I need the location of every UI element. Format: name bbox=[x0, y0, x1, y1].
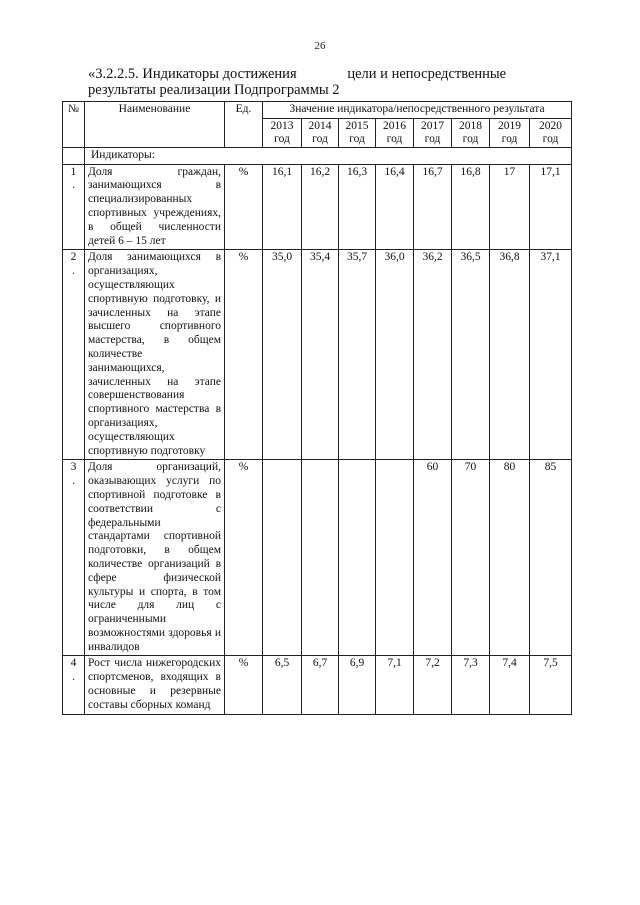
year-label: 2017 bbox=[421, 119, 444, 132]
indicator-value: 7,1 bbox=[376, 656, 414, 714]
row-number-digit: 4 bbox=[70, 657, 77, 670]
indicator-value: 7,4 bbox=[490, 656, 530, 714]
indicator-value: 7,5 bbox=[530, 656, 572, 714]
indicator-name: Доля организаций, оказывающих услуги по спортивной подготовке в соответствии с федеральными стандартами спортивной подготовки, в общем количестве организаций в сфере физической культуры и спорта, в том числе для лиц с ограниченными возможностями здоровья и инвалидов bbox=[85, 460, 225, 656]
indicator-value bbox=[339, 460, 376, 656]
indicator-value: 17,1 bbox=[530, 164, 572, 250]
heading-line-1: «3.2.2.5. Индикаторы достижения цели и непосредственные bbox=[88, 66, 507, 82]
indicator-value: 35,4 bbox=[302, 250, 339, 460]
indicator-value bbox=[376, 460, 414, 656]
year-label: 2019 bbox=[498, 119, 521, 132]
indicator-value: 16,4 bbox=[376, 164, 414, 250]
table-row bbox=[63, 656, 572, 714]
indicator-value: 16,3 bbox=[339, 164, 376, 250]
col-unit-header: Ед. bbox=[225, 102, 263, 148]
year-label: 2016 bbox=[383, 119, 406, 132]
year-suffix: год bbox=[462, 132, 479, 145]
indicator-value: 6,9 bbox=[339, 656, 376, 714]
indicator-value: 16,1 bbox=[263, 164, 302, 250]
row-number-digit: 2 bbox=[70, 251, 77, 264]
year-suffix: год bbox=[424, 132, 441, 145]
row-number-digit: 3 bbox=[70, 461, 77, 474]
indicator-value: 36,5 bbox=[452, 250, 490, 460]
indicator-value: 36,8 bbox=[490, 250, 530, 460]
indicator-value: 16,2 bbox=[302, 164, 339, 250]
table-header-row bbox=[63, 102, 572, 119]
row-number-dot: . bbox=[72, 475, 75, 488]
row-number bbox=[63, 164, 85, 250]
indicator-value: 36,2 bbox=[414, 250, 452, 460]
indicator-value: 16,8 bbox=[452, 164, 490, 250]
indicator-value: 6,5 bbox=[263, 656, 302, 714]
indicator-unit: % bbox=[225, 164, 263, 250]
indicator-unit: % bbox=[225, 656, 263, 714]
year-suffix: год bbox=[274, 132, 290, 145]
year-suffix: год bbox=[542, 132, 559, 145]
year-header bbox=[490, 118, 530, 147]
indicator-value: 37,1 bbox=[530, 250, 572, 460]
heading-line-2: результаты реализации Подпрограммы 2 bbox=[88, 82, 340, 98]
indicator-value: 17 bbox=[490, 164, 530, 250]
table-row bbox=[63, 164, 572, 250]
row-number-dot: . bbox=[72, 265, 75, 278]
indicator-value: 60 bbox=[414, 460, 452, 656]
year-header bbox=[414, 118, 452, 147]
year-header bbox=[530, 118, 572, 147]
indicator-unit: % bbox=[225, 460, 263, 656]
indicator-value: 16,7 bbox=[414, 164, 452, 250]
indicator-value: 80 bbox=[490, 460, 530, 656]
indicator-name: Доля граждан, занимающихся в специализированных спортивных учреждениях, в общей численности детей 6 – 15 лет bbox=[85, 164, 225, 250]
year-label: 2015 bbox=[345, 119, 369, 132]
year-label: 2020 bbox=[539, 119, 562, 132]
year-suffix: год bbox=[501, 132, 518, 145]
indicator-value bbox=[302, 460, 339, 656]
indicator-value: 70 bbox=[452, 460, 490, 656]
indicator-value: 6,7 bbox=[302, 656, 339, 714]
section-row bbox=[63, 147, 572, 164]
year-label: 2013 bbox=[270, 119, 294, 132]
indicator-name: Доля занимающихся в организациях, осуществляющих спортивную подготовку, и зачисленных на этапе высшего спортивного мастерства, в общем количестве занимающихся, зачисленных на этапе совершенствования спортивного мастерства в организациях, осуществляющих спортивную подготовку bbox=[85, 250, 225, 460]
year-suffix: год bbox=[386, 132, 403, 145]
table-row bbox=[63, 250, 572, 460]
section-label: Индикаторы: bbox=[85, 147, 572, 164]
year-header bbox=[302, 118, 339, 147]
year-header bbox=[376, 118, 414, 147]
indicator-value: 7,3 bbox=[452, 656, 490, 714]
year-header bbox=[452, 118, 490, 147]
year-suffix: год bbox=[349, 132, 365, 145]
indicator-value bbox=[263, 460, 302, 656]
indicator-value: 85 bbox=[530, 460, 572, 656]
page-number: 26 bbox=[314, 40, 326, 52]
indicator-value: 35,7 bbox=[339, 250, 376, 460]
row-number-dot: . bbox=[72, 179, 75, 192]
indicators-table bbox=[62, 101, 572, 715]
indicator-unit: % bbox=[225, 250, 263, 460]
table-row bbox=[63, 460, 572, 656]
col-num-header: № bbox=[63, 102, 85, 148]
year-header bbox=[263, 118, 302, 147]
year-label: 2018 bbox=[459, 119, 482, 132]
indicator-name: Рост числа нижегородских спортсменов, входящих в основные и резервные составы сборных команд bbox=[85, 656, 225, 714]
row-number bbox=[63, 250, 85, 460]
indicator-value: 35,0 bbox=[263, 250, 302, 460]
row-number-digit: 1 bbox=[70, 165, 77, 178]
row-number bbox=[63, 656, 85, 714]
indicator-value: 36,0 bbox=[376, 250, 414, 460]
row-number bbox=[63, 460, 85, 656]
col-name-header: Наименование bbox=[85, 102, 225, 148]
section-heading bbox=[88, 66, 568, 98]
year-suffix: год bbox=[312, 132, 328, 145]
indicator-value: 7,2 bbox=[414, 656, 452, 714]
row-number-dot: . bbox=[72, 671, 75, 684]
col-values-header: Значение индикатора/непосредственного результата bbox=[263, 102, 572, 119]
year-label: 2014 bbox=[308, 119, 332, 132]
year-header bbox=[339, 118, 376, 147]
